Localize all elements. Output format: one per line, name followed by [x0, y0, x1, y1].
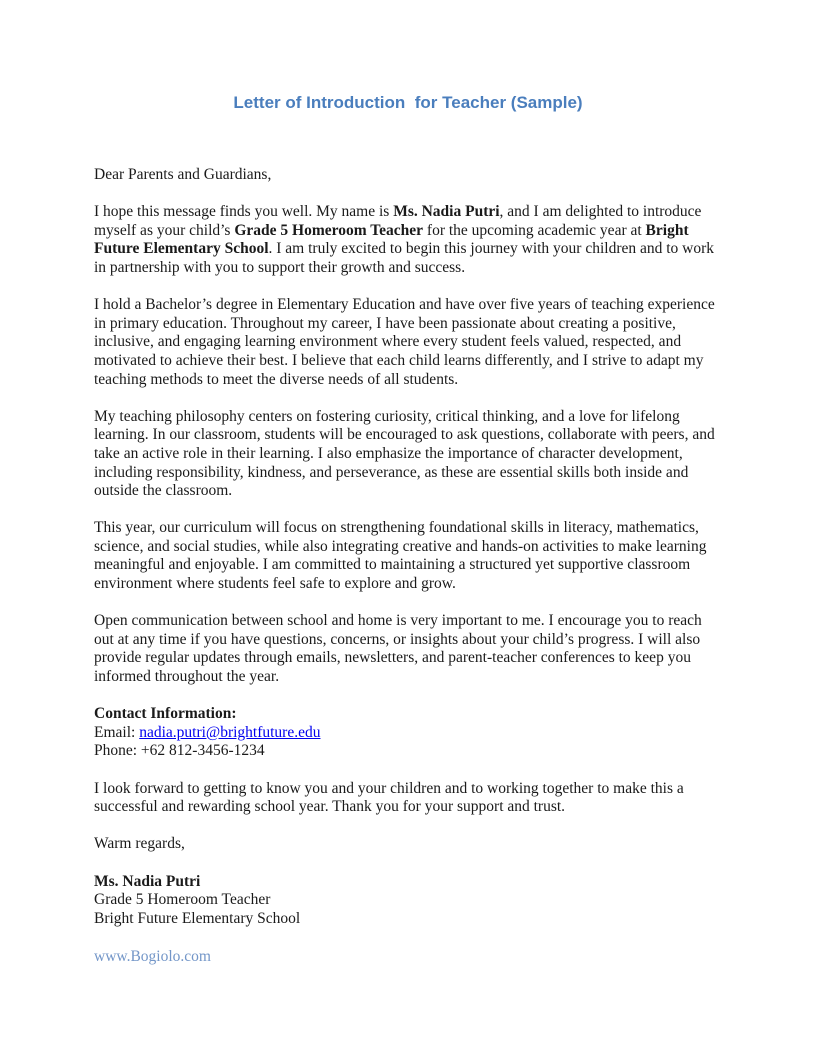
bold-text-segment: Bright Future Elementary School	[94, 221, 689, 258]
contact-information-block	[94, 705, 722, 761]
signature-school: Bright Future Elementary School	[94, 909, 301, 927]
contact-heading: Contact Information:	[94, 705, 237, 723]
document-title: Letter of Introduction for Teacher (Sample)	[233, 93, 583, 112]
signature-role: Grade 5 Homeroom Teacher	[94, 891, 271, 909]
contact-phone-line: Phone: +62 812-3456-1234	[94, 742, 265, 760]
email-label: Email:	[94, 723, 140, 741]
paragraph-communication: Open communication between school and home is very important to me. I encourage you to reach out at any time if you have questions, concerns, or insights about your child’s progress. I will also provide regular updates through emails, newsletters, and parent-teacher conferences to keep you informed throughout the year.	[94, 612, 702, 686]
email-link[interactable]: nadia.putri@brightfuture.edu	[139, 723, 321, 741]
paragraph-philosophy: My teaching philosophy centers on fostering curiosity, critical thinking, and a love for lifelong learning. In our classroom, students will be encouraged to ask questions, collaborate with peers, and take an active role in their learning. I also emphasize the importance of character development, including responsibility, kindness, and perseverance, as these are essential skills both inside and outside the classroom.	[94, 407, 715, 500]
sign-off: Warm regards,	[94, 835, 185, 853]
bold-text-segment: Ms. Nadia Putri	[393, 203, 500, 221]
text-segment: . I am truly excited to begin this journey with your children and to work in partnership with you to support their growth and success.	[94, 240, 715, 276]
footer-website-link[interactable]: www.Bogiolo.com	[94, 948, 211, 966]
bold-text-segment: Grade 5 Homeroom Teacher	[234, 221, 424, 239]
salutation: Dear Parents and Guardians,	[94, 166, 272, 183]
paragraph-qualifications: I hold a Bachelor’s degree in Elementary Education and have over five years of teaching experience in primary education. Throughout my career, I have been passionate about creating a positive, inclusive, and engaging learning environment where every student feels valued, respected, and motivated to achieve their best. I believe that each child learns differently, and I strive to adapt my teaching methods to meet the diverse needs of all students.	[94, 296, 715, 388]
text-segment: , and I am delighted to introduce myself as your child’s	[94, 203, 702, 239]
text-segment: for the upcoming academic year at	[423, 221, 646, 239]
paragraph-closing: I look forward to getting to know you and your children and to working together to make this a successful and rewarding school year. Thank you for your support and trust.	[94, 779, 684, 816]
text-segment: I hope this message finds you well. My name is	[94, 203, 394, 221]
footer	[94, 948, 722, 967]
signature-block	[94, 873, 722, 929]
paragraph-curriculum: This year, our curriculum will focus on strengthening foundational skills in literacy, mathematics, science, and social studies, while also integrating creative and hands-on activities to make learning meaningful and enjoyable. I am committed to maintaining a structured yet supportive classroom environment where students feel safe to explore and grow.	[94, 519, 707, 593]
paragraph-introduction	[94, 203, 722, 277]
signature-name: Ms. Nadia Putri	[94, 872, 201, 890]
contact-email-line	[94, 724, 722, 743]
